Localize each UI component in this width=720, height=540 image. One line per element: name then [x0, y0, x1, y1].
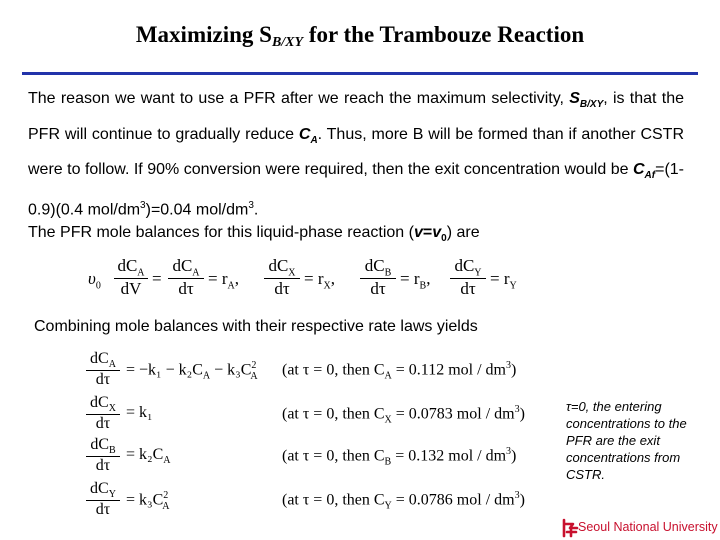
equation-y-rhs: = $k_3C^2_A$: [126, 490, 170, 512]
equation-a-rhs: = $-k_1 - k_2C_A - k_3C^2_A$: [126, 360, 258, 382]
tau-note: τ=0, the entering concentrations to the PFR are the exit concentrations from CSTR.: [566, 399, 687, 482]
fraction-dcy-dtau: $dC_Y$ dτ: [450, 256, 486, 299]
paragraph-combining: Combining mole balances with their respective rate laws yields: [34, 318, 478, 335]
equation-x-lhs: $dC_X$ dτ: [86, 394, 120, 433]
paragraph-intro: The reason we want to use a PFR after we reach the maximum selectivity, $S_{B/XY}$, is that the PFR will continue to gradually reduce $C_A$. Thus, more B will be formed than if another CSTR were to follow. If 90% conversion were required, then the exit concentration would be $C_{Af}=(1-0.9)(0.4$ mol/$dm^3)=0.04$ mol/$dm^3$.: [28, 90, 685, 219]
equation-x-condition: (at τ = 0, then $C_X = 0.0783$ mol / $dm^3$): [282, 404, 525, 426]
mole-balance-equations: $\upsilon_0$ $dC_A$ dV = $dC_A$ dτ = $r_A$, $dC_X$ dτ = $r_X$, $dC_B$ dτ = $r_B$, $dC_Y$ dτ = $r_Y$: [88, 256, 517, 299]
equation-b-condition: (at τ = 0, then $C_B = 0.132$ mol / $dm^3$): [282, 446, 517, 468]
upsilon-symbol: $\upsilon_0$: [88, 269, 101, 292]
equation-a-lhs: $dC_A$ dτ: [86, 350, 120, 389]
equation-b-lhs: $dC_B$ dτ: [86, 436, 120, 475]
equation-a-condition: (at τ = 0, then $C_A = 0.112$ mol / $dm^3$): [282, 360, 517, 382]
paragraph-pfr-balances: The PFR mole balances for this liquid-phase reaction $(v=v_0)$ are: [28, 224, 480, 245]
design-equations: [86, 350, 546, 520]
slide-title: Maximizing $S_{B/XY}$ for the Trambouze Reaction: [135, 22, 585, 50]
equation-x-rhs: = k₁: [126, 404, 153, 421]
university-name: Seoul National University: [578, 520, 718, 534]
title-divider: [22, 72, 698, 75]
equation-y-condition: (at τ = 0, then $C_Y = 0.0786$ mol / $dm^3$): [282, 490, 525, 512]
fraction-dca-dv: $dC_A$ dV: [114, 256, 148, 299]
equation-b-rhs: = $k_2C_A$: [126, 446, 171, 467]
equation-y-lhs: $dC_Y$ dτ: [86, 480, 120, 519]
fraction-dcx-dtau: $dC_X$ dτ: [264, 256, 300, 299]
fraction-dca-dtau: $dC_A$ dτ: [168, 256, 204, 299]
fraction-dcb-dtau: $dC_B$ dτ: [360, 256, 396, 299]
